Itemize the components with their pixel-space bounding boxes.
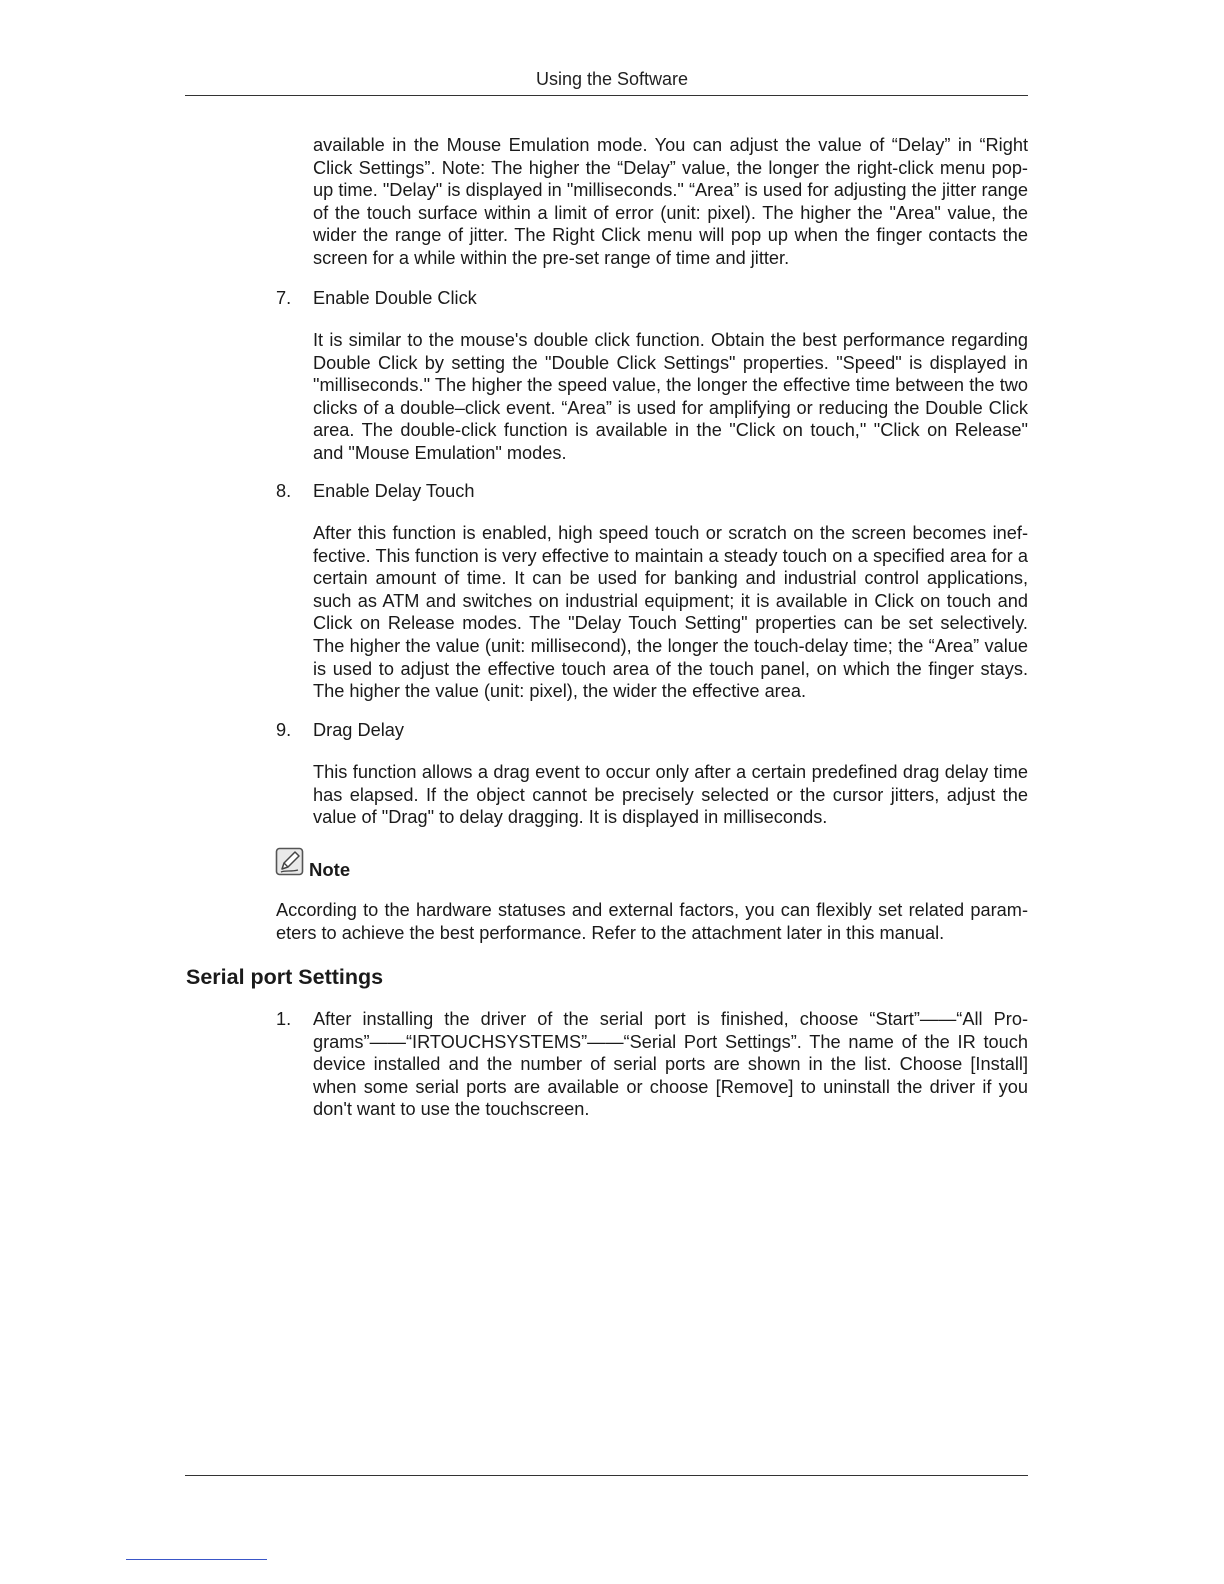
item-number-9: 9. xyxy=(276,720,292,740)
item-title-enable-delay-touch: Enable Delay Touch xyxy=(313,481,475,501)
section-item-number-1: 1. xyxy=(276,1009,292,1029)
item-title-enable-double-click: Enable Double Click xyxy=(313,288,477,308)
item-title-drag-delay: Drag Delay xyxy=(313,720,404,740)
intro-paragraph: available in the Mouse Emulation mode. You can adjust the value of “Delay” in “Right Click Settings”. Note: The higher the “Delay” value, the longer the right-click menu pop-up time. "Delay" is displayed in "milliseconds." “Area” is used for adjusting the jitter range of the touch surface within a limit of error (unit: pixel). The higher the "Area" value, the wider the range of jitter. The Right Click menu will pop up when the finger contacts the screen for a while within the pre-set range of time and jitter. xyxy=(313,135,1028,268)
note-text: According to the hardware statuses and external factors, you can flexibly set related parameters to achieve the best performance. Refer to the attachment later in this manual. xyxy=(276,900,1028,943)
section-heading-serial-port-settings: Serial port Settings xyxy=(186,965,384,989)
item-body-enable-delay-touch: After this function is enabled, high speed touch or scratch on the screen becomes ineffective. This function is very effective to maintain a steady touch on a specified area for a certain amount of time. It can be used for banking and industrial control applications, such as ATM and switches on industrial equipment; it is available in Click on touch and Click on Release modes. The "Delay Touch Setting" properties can be set selectively. The higher the value (unit: millisecond), the longer the touch-delay time; the “Area” value is used to adjust the effective touch area of the touch panel, on which the finger stays. The higher the value (unit: pixel), the wider the effective area. xyxy=(313,523,1028,702)
section-item-body-1: After installing the driver of the serial port is finished, choose “Start”——“All Programs”——“IRTOUCHSYSTEMS”——“Serial Port Settings”. The name of the IR touch device installed and the number of serial ports are shown in the list. Choose [Install] when some serial ports are available or choose [Remove] to uninstall the driver if you don't want to use the touchscreen. xyxy=(313,1009,1028,1120)
item-body-enable-double-click: It is similar to the mouse's double click function. Obtain the best performance regarding Double Click by setting the "Double Click Settings" properties. "Speed" is displayed in "milliseconds." The higher the speed value, the longer the effective time between the two clicks of a double–click event. “Area” is used for amplifying or reducing the Double Click area. The double-click function is available in the "Click on touch," "Click on Release" and "Mouse Emulation" modes. xyxy=(313,330,1028,463)
note-pencil-icon xyxy=(275,847,304,876)
item-number-8: 8. xyxy=(276,481,292,501)
item-body-drag-delay: This function allows a drag event to occur only after a certain predefined drag delay time has elapsed. If the object cannot be precisely selected or the cursor jitters, adjust the value of "Drag" to delay dragging. It is displayed in milliseconds. xyxy=(313,762,1028,828)
header-divider xyxy=(185,95,1028,96)
footer-divider xyxy=(185,1475,1028,1476)
note-label: Note xyxy=(309,859,351,880)
page-header-title: Using the Software xyxy=(535,69,689,89)
item-number-7: 7. xyxy=(276,288,292,308)
footnote-separator xyxy=(126,1559,267,1560)
